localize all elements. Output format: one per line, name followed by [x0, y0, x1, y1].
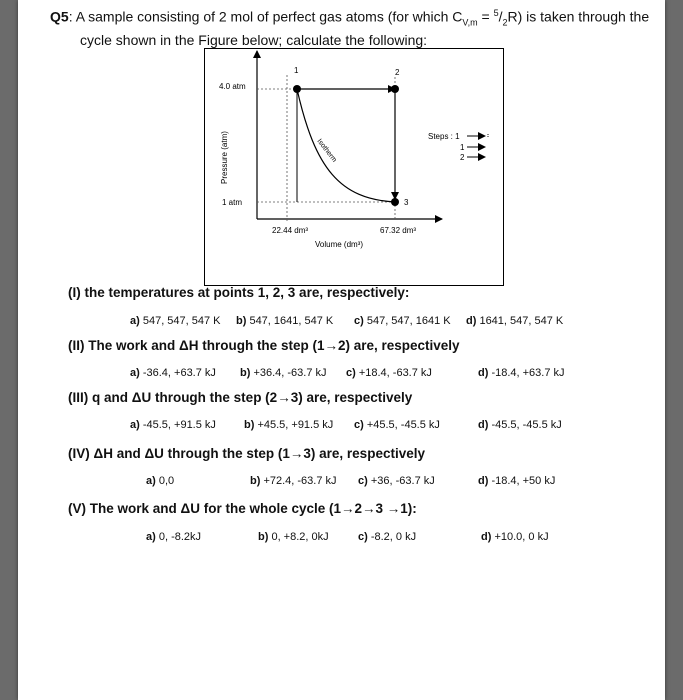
- steps-label: Steps : 1: [428, 132, 460, 141]
- pv-diagram: [204, 48, 504, 286]
- part-2-option-b[interactable]: [240, 367, 327, 379]
- fraction-slash: /: [498, 8, 503, 25]
- point-1-label: 1: [294, 66, 299, 75]
- option-text: 0,0: [155, 475, 175, 487]
- question-label: Q5: [50, 8, 69, 25]
- part-1-option-a[interactable]: [130, 315, 221, 327]
- part-3-option-a[interactable]: [130, 419, 216, 431]
- v-high-label: 67.32 dm³: [380, 226, 417, 235]
- option-text: -18.4, +50 kJ: [488, 475, 556, 487]
- option-text: 547, 547, 547 K: [139, 315, 221, 327]
- option-letter: b): [250, 475, 261, 487]
- option-text: -45.5, +91.5 kJ: [139, 419, 216, 431]
- option-text: 0, -8.2kJ: [155, 531, 202, 543]
- option-letter: a): [130, 367, 140, 379]
- option-letter: b): [240, 367, 251, 379]
- option-text: +36.4, -63.7 kJ: [250, 367, 327, 379]
- option-letter: a): [146, 531, 156, 543]
- question-header: [50, 4, 670, 49]
- option-letter: c): [346, 367, 356, 379]
- option-letter: c): [358, 475, 368, 487]
- option-letter: d): [478, 475, 489, 487]
- isotherm-label: Isotherm: [315, 137, 338, 164]
- option-letter: c): [354, 315, 364, 327]
- fraction-numerator: 5: [493, 8, 499, 18]
- option-letter: d): [478, 367, 489, 379]
- part-3-title: (III) q and ΔU through the step (2→3) are, respectively: [68, 390, 413, 405]
- part-3-option-c[interactable]: [354, 419, 440, 431]
- option-letter: b): [244, 419, 255, 431]
- part-2-option-d[interactable]: [478, 367, 565, 379]
- option-text: +45.5, +91.5 kJ: [254, 419, 334, 431]
- question-text-line2: cycle shown in the Figure below; calculate the following:: [80, 32, 428, 49]
- v-low-label: 22.44 dm³: [272, 226, 309, 235]
- option-letter: d): [466, 315, 477, 327]
- option-text: -36.4, +63.7 kJ: [139, 367, 216, 379]
- option-letter: b): [258, 531, 269, 543]
- part-2-option-c[interactable]: [346, 367, 432, 379]
- option-text: -45.5, -45.5 kJ: [488, 419, 562, 431]
- option-text: +18.4, -63.7 kJ: [355, 367, 432, 379]
- part-4-title: (IV) ΔH and ΔU through the step (1→3) are, respectively: [68, 446, 425, 461]
- point-2-label: 2: [395, 68, 400, 77]
- part-3-option-d[interactable]: [478, 419, 562, 431]
- option-text: +36, -63.7 kJ: [367, 475, 435, 487]
- steps-2-label: 2: [460, 153, 465, 162]
- point-3-label: 3: [404, 198, 409, 207]
- option-text: +10.0, 0 kJ: [491, 531, 549, 543]
- part-5-option-b[interactable]: [258, 531, 329, 543]
- option-text: 0, +8.2, 0kJ: [268, 531, 329, 543]
- point-1-marker: [293, 85, 301, 93]
- y-axis-title: Pressure (atm): [220, 131, 229, 184]
- part-3-option-b[interactable]: [244, 419, 333, 431]
- part-5-option-a[interactable]: [146, 531, 201, 543]
- option-letter: a): [130, 315, 140, 327]
- part-4-option-d[interactable]: [478, 475, 555, 487]
- part-1-option-c[interactable]: [354, 315, 451, 327]
- question-text-line1: : A sample consisting of 2 mol of perfect gas atoms (for which C: [68, 8, 463, 25]
- x-axis-title: Volume (dm³): [315, 240, 364, 249]
- part-5-option-c[interactable]: [358, 531, 416, 543]
- point-3-marker: [391, 198, 399, 206]
- steps-1-label: 1: [460, 143, 465, 152]
- option-text: -18.4, +63.7 kJ: [488, 367, 565, 379]
- option-letter: d): [478, 419, 489, 431]
- part-1-option-b[interactable]: [236, 315, 333, 327]
- option-text: 547, 1641, 547 K: [246, 315, 334, 327]
- part-2-option-a[interactable]: [130, 367, 216, 379]
- option-text: 547, 547, 1641 K: [363, 315, 451, 327]
- pv-diagram-svg: [205, 49, 505, 287]
- p-low-label: 1 atm: [222, 198, 243, 207]
- part-1-title: (I) the temperatures at points 1, 2, 3 are, respectively:: [68, 285, 410, 300]
- isotherm-curve: [297, 89, 395, 202]
- fraction-denominator: 2: [502, 17, 508, 28]
- part-1-option-d[interactable]: [466, 315, 563, 327]
- equals-sign: =: [477, 8, 494, 25]
- option-letter: b): [236, 315, 247, 327]
- cv-subscript: V,m: [462, 17, 478, 28]
- part-4-option-a[interactable]: [146, 475, 174, 487]
- p-high-label: 4.0 atm: [219, 82, 246, 91]
- option-letter: a): [146, 475, 156, 487]
- option-letter: a): [130, 419, 140, 431]
- part-5-option-d[interactable]: [481, 531, 549, 543]
- option-text: +72.4, -63.7 kJ: [260, 475, 337, 487]
- steps-legend: [428, 132, 488, 162]
- option-letter: c): [358, 531, 368, 543]
- option-letter: d): [481, 531, 492, 543]
- question-text-r-tail: R) is taken through the: [507, 8, 650, 25]
- option-text: +45.5, -45.5 kJ: [363, 419, 440, 431]
- part-4-option-b[interactable]: [250, 475, 337, 487]
- part-2-title: (II) The work and ΔH through the step (1→2) are, respectively: [68, 338, 460, 353]
- part-5-title: (V) The work and ΔU for the whole cycle (1→2→3 →1):: [68, 501, 417, 516]
- document-page: [18, 0, 665, 700]
- option-text: -8.2, 0 kJ: [367, 531, 417, 543]
- option-text: 1641, 547, 547 K: [476, 315, 564, 327]
- option-letter: c): [354, 419, 364, 431]
- part-4-option-c[interactable]: [358, 475, 435, 487]
- point-2-marker: [391, 85, 399, 93]
